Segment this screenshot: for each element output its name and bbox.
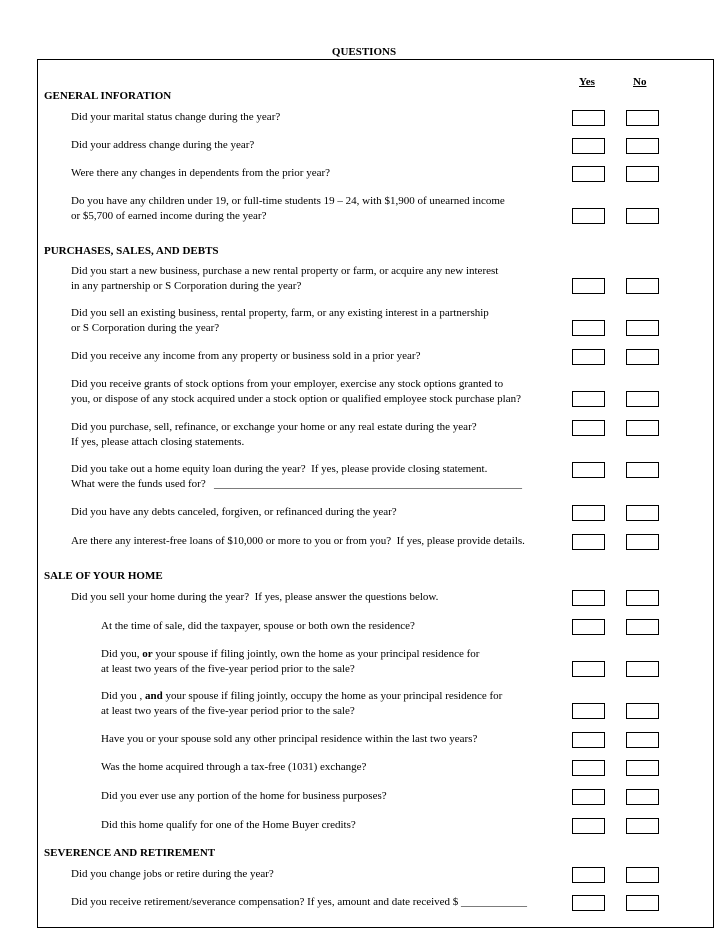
yes-checkbox[interactable] [572,349,605,365]
question-other-residence-sold: Have you or your spouse sold any other principal residence within the last two years? [101,733,478,745]
no-column-header: No [633,76,647,88]
question-sell-business: Did you sell an existing business, rental property, farm, or any existing interest in a partnership or S Corporation during the year? [71,307,489,334]
no-checkbox[interactable] [626,867,659,883]
no-checkbox[interactable] [626,208,659,224]
no-checkbox[interactable] [626,391,659,407]
question-own-two-years: Did you, or your spouse if filing jointly, own the home as your principal residence for at least two years of the five-year period prior to the sale? [101,648,480,675]
yes-checkbox[interactable] [572,166,605,182]
page-title: QUESTIONS [331,46,397,58]
no-checkbox[interactable] [626,895,659,911]
no-checkbox[interactable] [626,732,659,748]
question-stock-options: Did you receive grants of stock options from your employer, exercise any stock options granted to you, or dispose of any stock acquired under a stock option or qualified employee stock purchase plan? [71,378,521,405]
yes-checkbox[interactable] [572,760,605,776]
yes-checkbox[interactable] [572,619,605,635]
question-interest-free-loans: Are there any interest-free loans of $10,000 or more to you or from you? If yes, please provide details. [71,535,525,547]
question-real-estate: Did you purchase, sell, refinance, or exchange your home or any real estate during the year? If yes, please attach closing statements. [71,421,477,448]
no-checkbox[interactable] [626,278,659,294]
yes-checkbox[interactable] [572,661,605,677]
yes-column-header: Yes [579,76,595,88]
question-sell-home: Did you sell your home during the year? If yes, please answer the questions below. [71,591,439,603]
question-occupy-two-years: Did you , and your spouse if filing jointly, occupy the home as your principal residence for at least two years of the five-year period prior to the sale? [101,690,503,717]
section-severence-retirement: SEVERENCE AND RETIREMENT [44,847,216,859]
no-checkbox[interactable] [626,789,659,805]
question-home-buyer-credit: Did this home qualify for one of the Home Buyer credits? [101,819,356,831]
no-checkbox[interactable] [626,166,659,182]
yes-checkbox[interactable] [572,320,605,336]
no-checkbox[interactable] [626,590,659,606]
yes-checkbox[interactable] [572,110,605,126]
question-debts-canceled: Did you have any debts canceled, forgiven, or refinanced during the year? [71,506,397,518]
no-checkbox[interactable] [626,110,659,126]
no-checkbox[interactable] [626,534,659,550]
question-home-equity-loan: Did you take out a home equity loan during the year? If yes, please provide closing statement. What were the funds used for? ________________________________________________________ [71,463,522,490]
no-checkbox[interactable] [626,703,659,719]
yes-checkbox[interactable] [572,703,605,719]
yes-checkbox[interactable] [572,867,605,883]
yes-checkbox[interactable] [572,818,605,834]
no-checkbox[interactable] [626,661,659,677]
question-address-change: Did your address change during the year? [71,139,255,151]
question-change-jobs: Did you change jobs or retire during the year? [71,868,274,880]
no-checkbox[interactable] [626,619,659,635]
question-1031-exchange: Was the home acquired through a tax-free (1031) exchange? [101,761,367,773]
no-checkbox[interactable] [626,818,659,834]
question-dependents-change: Were there any changes in dependents from the prior year? [71,167,331,179]
no-checkbox[interactable] [626,320,659,336]
question-new-business: Did you start a new business, purchase a new rental property or farm, or acquire any new interest in any partnership or S Corporation during the year? [71,265,499,292]
section-general-information: GENERAL INFORATION [44,90,172,102]
yes-checkbox[interactable] [572,732,605,748]
question-prior-year-income: Did you receive any income from any property or business sold in a prior year? [71,350,421,362]
yes-checkbox[interactable] [572,391,605,407]
no-checkbox[interactable] [626,420,659,436]
yes-checkbox[interactable] [572,420,605,436]
no-checkbox[interactable] [626,505,659,521]
yes-checkbox[interactable] [572,895,605,911]
question-children-income: Do you have any children under 19, or full-time students 19 – 24, with $1,900 of unearned income or $5,700 of earned income during the year? [71,195,505,222]
yes-checkbox[interactable] [572,278,605,294]
yes-checkbox[interactable] [572,208,605,224]
question-marital-status: Did your marital status change during the year? [71,111,281,123]
no-checkbox[interactable] [626,349,659,365]
question-retirement-compensation: Did you receive retirement/severance compensation? If yes, amount and date received $ ____________ [71,896,528,908]
yes-checkbox[interactable] [572,590,605,606]
yes-checkbox[interactable] [572,138,605,154]
yes-checkbox[interactable] [572,534,605,550]
yes-checkbox[interactable] [572,462,605,478]
yes-checkbox[interactable] [572,789,605,805]
no-checkbox[interactable] [626,462,659,478]
section-purchases-sales-debts: PURCHASES, SALES, AND DEBTS [44,245,219,257]
section-sale-of-home: SALE OF YOUR HOME [44,570,163,582]
no-checkbox[interactable] [626,138,659,154]
no-checkbox[interactable] [626,760,659,776]
yes-checkbox[interactable] [572,505,605,521]
question-business-use: Did you ever use any portion of the home for business purposes? [101,790,387,802]
question-ownership-at-sale: At the time of sale, did the taxpayer, spouse or both own the residence? [101,620,415,632]
